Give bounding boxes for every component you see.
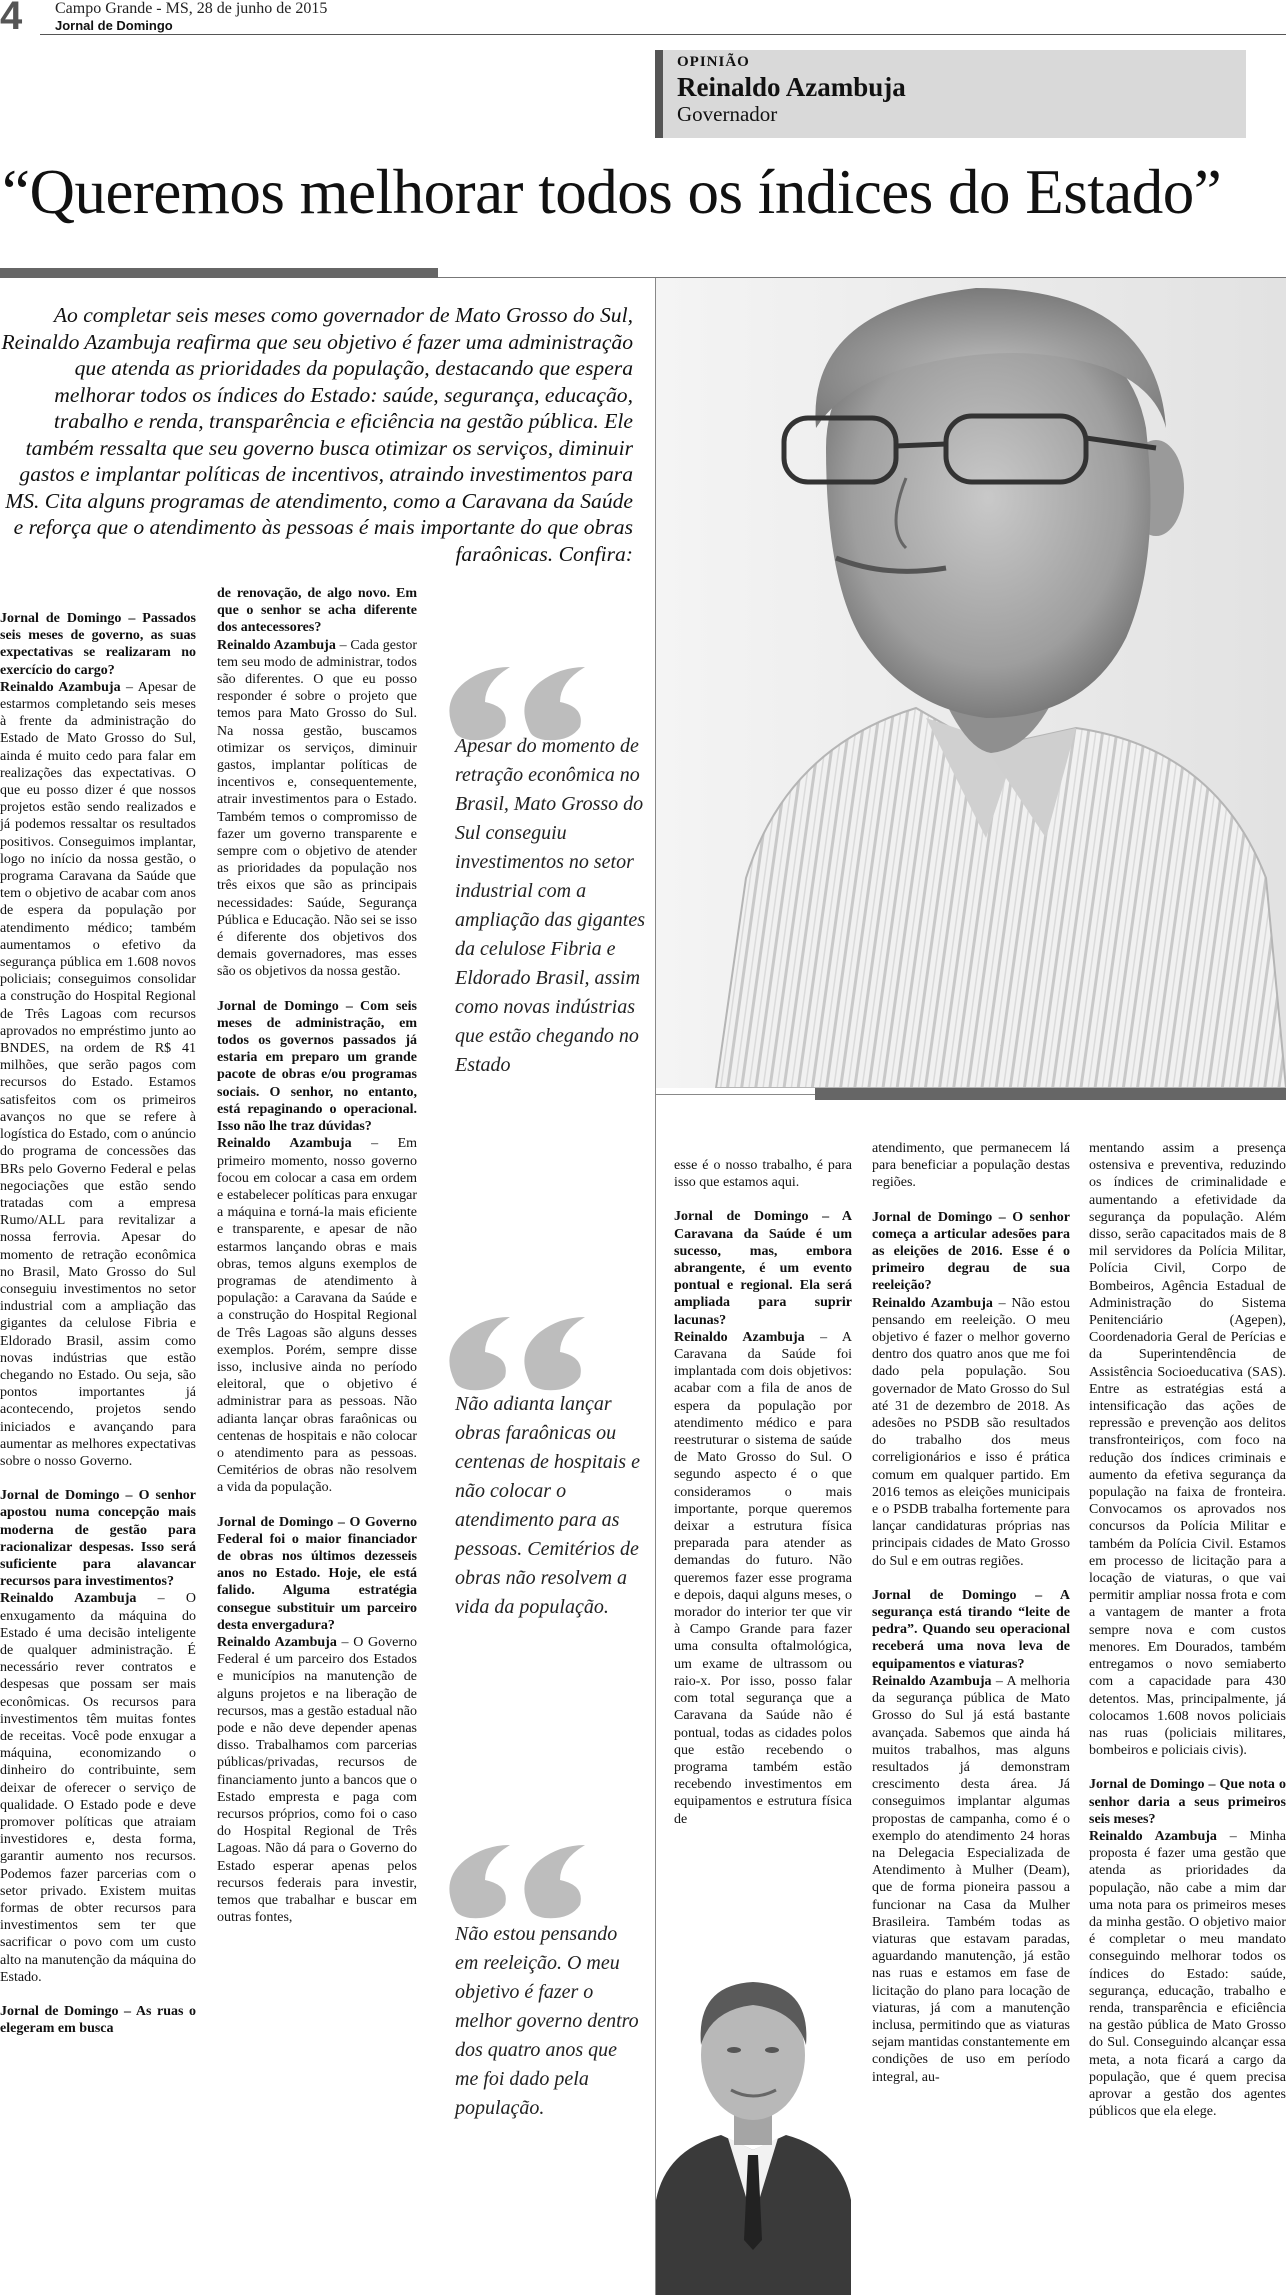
column-1 bbox=[0, 610, 196, 2037]
interview-question: Jornal de Domingo – O Governo Federal foi o maior financiador de obras nos últimos dezesseis anos no Estado. Hoje, ele está falido. Alguma estratégia consegue substituir um parceiro desta envergadura? bbox=[217, 1514, 417, 1633]
answer-speaker: Reinaldo Azambuja bbox=[872, 1295, 993, 1311]
interview-question: de renovação, de algo novo. Em que o senhor se acha diferente dos antecessores? bbox=[217, 586, 417, 636]
governor-portrait-illustration bbox=[656, 1950, 851, 2295]
column-3 bbox=[674, 1157, 852, 1828]
answer-paragraph bbox=[872, 1295, 1070, 1570]
answer-paragraph bbox=[0, 1590, 196, 1986]
answer-text: – A Caravana da Saúde foi implantada com dois objetivos: acabar com a fila de anos de espera da população por atendimento médico e para reestruturar o sistema de saúde de Mato Grosso do Sul. O segundo aspecto é o que consideramos o mais importante, porque queremos deixar a estrutura física preparada para atender as demandas do futuro. Não queremos fazer esse programa e depois, daqui alguns meses, o morador do interior ter que vir à Campo Grande para fazer uma consulta oftalmológica, um exame de ultrassom ou raio-x. Por isso, posso falar com total segurança que a Caravana da Saúde não é pontual, todas as cidades polos que estão recebendo o programa também estão recebendo investimentos em equipamentos e estrutura física de bbox=[674, 1329, 853, 1827]
question-paragraph bbox=[0, 1487, 196, 1590]
answer-paragraph bbox=[1089, 1140, 1286, 1759]
answer-speaker: Reinaldo Azambuja bbox=[217, 1634, 337, 1650]
pull-quote-3 bbox=[440, 1840, 640, 2119]
governor-photo-illustration bbox=[656, 278, 1286, 1088]
photo-bar bbox=[815, 1088, 1286, 1100]
pull-quote-2 bbox=[440, 1312, 640, 1618]
question-paragraph bbox=[872, 1587, 1070, 1673]
author-name: Reinaldo Azambuja bbox=[677, 72, 906, 102]
question-paragraph bbox=[674, 1208, 852, 1328]
governor-portrait bbox=[656, 1950, 851, 2295]
answer-text: – Em primeiro momento, nosso governo focou em colocar a casa em ordem e estabelecer políticas para enxugar a máquina e torná-la mais eficiente e transparente, e apesar de não estarmos lançando obras e mais obras, temos alguns exemplos de programas de atendimento à população: a Caravana da Saúde e a construção do Hospital Regional de Três Lagoas são alguns desses exemplos. Porém, sempre disse isso, inclusive ainda no período eleitoral, que o objetivo é administrar para as pessoas. Não adianta lançar obras faraônicas ou centenas de hospitais e não colocar o atendimento para as pessoas. Cemitérios de obras não resolvem a vida da população. bbox=[217, 1136, 418, 1496]
answer-paragraph bbox=[0, 679, 196, 1470]
answer-paragraph bbox=[872, 1673, 1070, 2086]
answer-paragraph bbox=[1089, 1828, 1286, 2120]
interview-question: Jornal de Domingo – Passados seis meses de governo, as suas expectativas se realizaram no exercício do cargo? bbox=[0, 611, 196, 678]
answer-paragraph bbox=[217, 637, 417, 981]
answer-text: – O Governo Federal é um parceiro dos Estados e municípios na manutenção de alguns projetos e na liberação de recursos, mas a gestão estadual não pode e não deve depender apenas disso. Trabalhamos com parcerias públicas/privadas, recursos de financiamento junto a bancos que o Estado empresta e paga com recursos próprios, como foi o caso do Hospital Regional de Três Lagoas. Não dá para o Governo do Estado esperar apenas pelos recursos federais para investir, temos que trabalhar e buscar em outras fontes, bbox=[217, 1634, 418, 1926]
question-paragraph bbox=[872, 1209, 1070, 1295]
newspaper-name: Jornal de Domingo bbox=[55, 18, 173, 33]
column-5 bbox=[1089, 1140, 1286, 2120]
interview-question: Jornal de Domingo – As ruas o elegeram em busca bbox=[0, 2004, 196, 2037]
byline-box bbox=[655, 50, 1246, 138]
column-2 bbox=[217, 585, 417, 1926]
question-paragraph bbox=[0, 610, 196, 679]
answer-paragraph bbox=[217, 1634, 417, 1926]
quote-marks-icon bbox=[440, 662, 600, 742]
interview-question: Jornal de Domingo – O senhor apostou numa concepção mais moderna de gestão para racionalizar despesas. Isso será suficiente para alavancar recursos para investimentos? bbox=[0, 1488, 196, 1590]
answer-speaker: Reinaldo Azambuja bbox=[0, 679, 121, 695]
answer-speaker: Reinaldo Azambuja bbox=[674, 1329, 805, 1345]
interview-question: Jornal de Domingo – O senhor começa a articular adesões para as eleições de 2016. Esse é o primeiro degrau de sua reeleição? bbox=[872, 1209, 1070, 1294]
answer-speaker: Reinaldo Azambuja bbox=[217, 637, 336, 653]
intro-paragraph: Ao completar seis meses como governador de Mato Grosso do Sul, Reinaldo Azambuja reafirma que seu objetivo é fazer uma administração que atenda as prioridades da população, destacando que espera melhorar todos os índices do Estado: saúde, segurança, educação, trabalho e renda, transparência e eficiência na gestão pública. Ele também ressalta que seu governo busca otimizar os serviços, diminuir gastos e implantar políticas de incentivos, atraindo investimentos para MS. Cita alguns programas de atendimento, como a Caravana da Saúde e reforça que o atendimento às pessoas é mais importante do que obras faraônicas. Confira: bbox=[1, 303, 633, 566]
section-label: OPINIÃO bbox=[677, 54, 750, 70]
answer-text: – Não estou pensando em reeleição. O meu objetivo é fazer o melhor governo dentro dos quatro anos que me foi dado pela população. Sou governador de Mato Grosso do Sul até 31 de dezembro de 2018. As adesões no PSDB são resultados do trabalho dos meus correligionários e isso é prática comum em qualquer partido. Em 2016 temos as eleições municipais e o PSDB trabalha fortemente para lançar candidaturas próprias nas principais cidades de Mato Grosso do Sul e em outras regiões. bbox=[872, 1295, 1070, 1569]
answer-text: atendimento, que permanecem lá para beneficiar a população destas regiões. bbox=[872, 1141, 1070, 1191]
page-number: 4 bbox=[0, 0, 23, 38]
answer-speaker: Reinaldo Azambuja bbox=[0, 1591, 137, 1607]
pull-quote-3-text: Não estou pensando em reeleição. O meu objetivo é fazer o melhor governo dentro dos quatro anos que me foi dado pela população. bbox=[455, 1923, 639, 2119]
interview-question: Jornal de Domingo – A segurança está tirando “leite de pedra”. Quando seu operacional receberá uma nova leva de equipamentos e viaturas? bbox=[872, 1587, 1070, 1672]
answer-paragraph bbox=[217, 1135, 417, 1496]
question-paragraph bbox=[217, 585, 417, 637]
question-paragraph bbox=[217, 998, 417, 1136]
answer-speaker: Reinaldo Azambuja bbox=[217, 1136, 352, 1152]
author-role: Governador bbox=[677, 102, 778, 126]
question-paragraph bbox=[1089, 1776, 1286, 1828]
answer-paragraph bbox=[674, 1157, 852, 1191]
governor-photo bbox=[656, 278, 1286, 1088]
answer-text: – Minha proposta é fazer uma gestão que atenda as prioridades da população, não cabe a mim dar uma nota para os primeiros meses da minha gestão. O objetivo maior é completar o meu mandato conseguindo melhorar todos os índices do Estado: saúde, segurança, educação, trabalho e renda, transparência e eficiência na gestão pública de Mato Grosso do Sul. Conseguindo alcançar essa meta, a nota ficará a cargo da população, que é quem precisa aprovar a gestão dos agentes públicos que ela elege. bbox=[1089, 1828, 1286, 2120]
headline: “Queremos melhorar todos os índices do Estado” bbox=[2, 157, 1222, 227]
header-rule bbox=[40, 34, 1286, 35]
answer-speaker: Reinaldo Azambuja bbox=[1089, 1828, 1217, 1844]
pull-quote-2-text: Não adianta lançar obras faraônicas ou centenas de hospitais e não colocar o atendimento para as pessoas. Cemitérios de obras não resolvem a vida da população. bbox=[455, 1393, 640, 1618]
answer-text: – Cada gestor tem seu modo de administrar, todos são diferentes. O que eu posso responder é sobre o projeto que temos para Mato Grosso do Sul. Na nossa gestão, buscamos otimizar os serviços, diminuir gastos, implantar políticas de incentivos e, consequentemente, atrair investimentos para o Estado. Também temos o compromisso de fazer um governo transparente e sempre com o objetivo de atender as prioridades da população nos três eixos que são as principais necessidades: Saúde, Segurança Pública e Educação. Não sei se isso é diferente dos objetivos dos demais governadores, mas esses são os objetivos da nossa gestão. bbox=[217, 637, 418, 980]
headline-rule-thick bbox=[0, 268, 438, 278]
answer-text: – Apesar de estarmos completando seis meses à frente da administração do Estado de Mato Grosso do Sul, ainda é muito cedo para falar em realizações das expectativas. O que eu posso dizer é que nossos projetos estão sendo realizados e já podemos ressaltar os resultados positivos. Conseguimos implantar, logo no início da nossa gestão, o programa Caravana da Saúde que tem o objetivo de acabar com anos de espera da população por atendimento médico; também aumentamos o efetivo da segurança pública em 1.608 novos policiais; conseguimos consolidar a construção do Hospital Regional de Três Lagoas com recursos aprovados no empréstimo junto ao BNDES, na ordem de R$ 41 milhões, que serão pagos com recursos do Estado. Estamos satisfeitos com os primeiros avanços no que se refere à logística do Estado, com o anúncio do programa de concessões das BRs pelo Governo Federal e pelas negociações que estão sendo tratadas com a empresa Rumo/ALL para revitalizar a nossa ferrovia. Apesar do momento de retração econômica no Brasil, Mato Grosso do Sul conseguiu investimentos no setor industrial com a ampliação das gigantes da celulose Fibria e Eldorado Brasil, assim como novas indústrias que estão chegando no Estado. Ou seja, são pontos importantes já acontecendo, projetos sendo iniciados e avançando para aumentar as melhores expectativas sobre o nosso Governo. bbox=[0, 679, 197, 1469]
interview-question: Jornal de Domingo – A Caravana da Saúde é um sucesso, mas, embora abrangente, é um evento pontual e regional. Ela será ampliada para suprir lacunas? bbox=[674, 1209, 852, 1328]
pull-quote-1 bbox=[440, 662, 645, 1076]
quote-marks-icon bbox=[440, 1312, 600, 1392]
answer-speaker: Reinaldo Azambuja bbox=[872, 1673, 992, 1689]
question-paragraph bbox=[0, 2003, 196, 2037]
answer-paragraph bbox=[872, 1140, 1070, 1192]
column-4 bbox=[872, 1140, 1070, 2086]
interview-question: Jornal de Domingo – Com seis meses de administração, em todos os governos passados já estaria em preparo um grande pacote de obras e/ou programas sociais. O senhor, no entanto, está repaginando o operacional. Isso não lhe traz dúvidas? bbox=[217, 998, 417, 1135]
question-paragraph bbox=[217, 1514, 417, 1634]
quote-marks-icon bbox=[440, 1840, 600, 1920]
photo-rule bbox=[656, 1094, 815, 1095]
interview-question: Jornal de Domingo – Que nota o senhor daria a seus primeiros seis meses? bbox=[1089, 1777, 1286, 1827]
pull-quote-1-text: Apesar do momento de retração econômica no Brasil, Mato Grosso do Sul conseguiu investimentos no setor industrial com a ampliação das gigantes da celulose Fibria e Eldorado Brasil, assim como novas indústrias que estão chegando no Estado bbox=[455, 735, 645, 1076]
date-line: Campo Grande - MS, 28 de junho de 2015 bbox=[55, 0, 328, 17]
answer-text: mentando assim a presença ostensiva e preventiva, reduzindo os índices de criminalidade e aumentando a efetividade da segurança da população. Além disso, serão capacitados mais de 8 mil servidores da Polícia Militar, Polícia Civil, Corpo de Bombeiros, Agência Estadual de Administração do Sistema Penitenciário (Agepen), Coordenadoria Geral de Perícias e da Superintendência de Assistência Socioeducativa (SAS). Entre as estratégias está a intensificação das ações de repressão e prevenção aos delitos transfronteiriços, com foco na redução dos índices criminais e aumento da efetiva segurança da população na faixa de fronteira. Convocamos os aprovados nos concursos da Polícia Militar e também da Polícia Civil. Estamos em processo de licitação para a locação de viaturas, o que vai permitir ampliar nossa frota e com a vantagem de manter a frota sempre nova e com custos menores. Em Dourados, também entregamos o novo semiaberto com a capacidade para 430 detentos. Mas, principalmente, já colocamos 1.608 novos policiais nas ruas (policiais militares, bombeiros e policiais civis). bbox=[1089, 1141, 1286, 1759]
answer-text: – A melhoria da segurança pública de Mato Grosso do Sul já está bastante avançada. Sabemos que ainda há muitos trabalhos, mas alguns resultados já demonstram crescimento desta área. Já conseguimos implantar algumas propostas de campanha, como é o exemplo do atendimento 24 horas na Delegacia Especializada de Atendimento à Mulher (Deam), que de forma pioneira passou a funcionar na Casa da Mulher Brasileira. Também todas as viaturas que estavam paradas, aguardando manutenção, já estão nas ruas e estamos em fase de licitação do plano para locação de viaturas, já com a manutenção inclusa, permitindo que as viaturas sejam mantidas constantemente em condições de uso em período integral, au- bbox=[872, 1673, 1071, 2085]
answer-text: esse é o nosso trabalho, é para isso que estamos aqui. bbox=[674, 1158, 852, 1191]
answer-text: – O enxugamento da máquina do Estado é uma decisão inteligente de qualquer administração. É necessário rever contratos e despesas que possam ser mais econômicas. Os recursos para investimentos têm muitas fontes de receitas. Você pode enxugar a máquina, economizando o dinheiro do contribuinte, sem deixar de oferecer o serviço de qualidade. O Estado pode e deve promover políticas que atraiam investidores e, desta forma, garantir aumento nos recursos. Podemos fazer parcerias com o setor privado. Existem muitas formas de obter recursos para investimentos sem ter que sacrificar o povo com um custo alto na manutenção da máquina do Estado. bbox=[0, 1591, 196, 1985]
answer-paragraph bbox=[674, 1329, 852, 1828]
